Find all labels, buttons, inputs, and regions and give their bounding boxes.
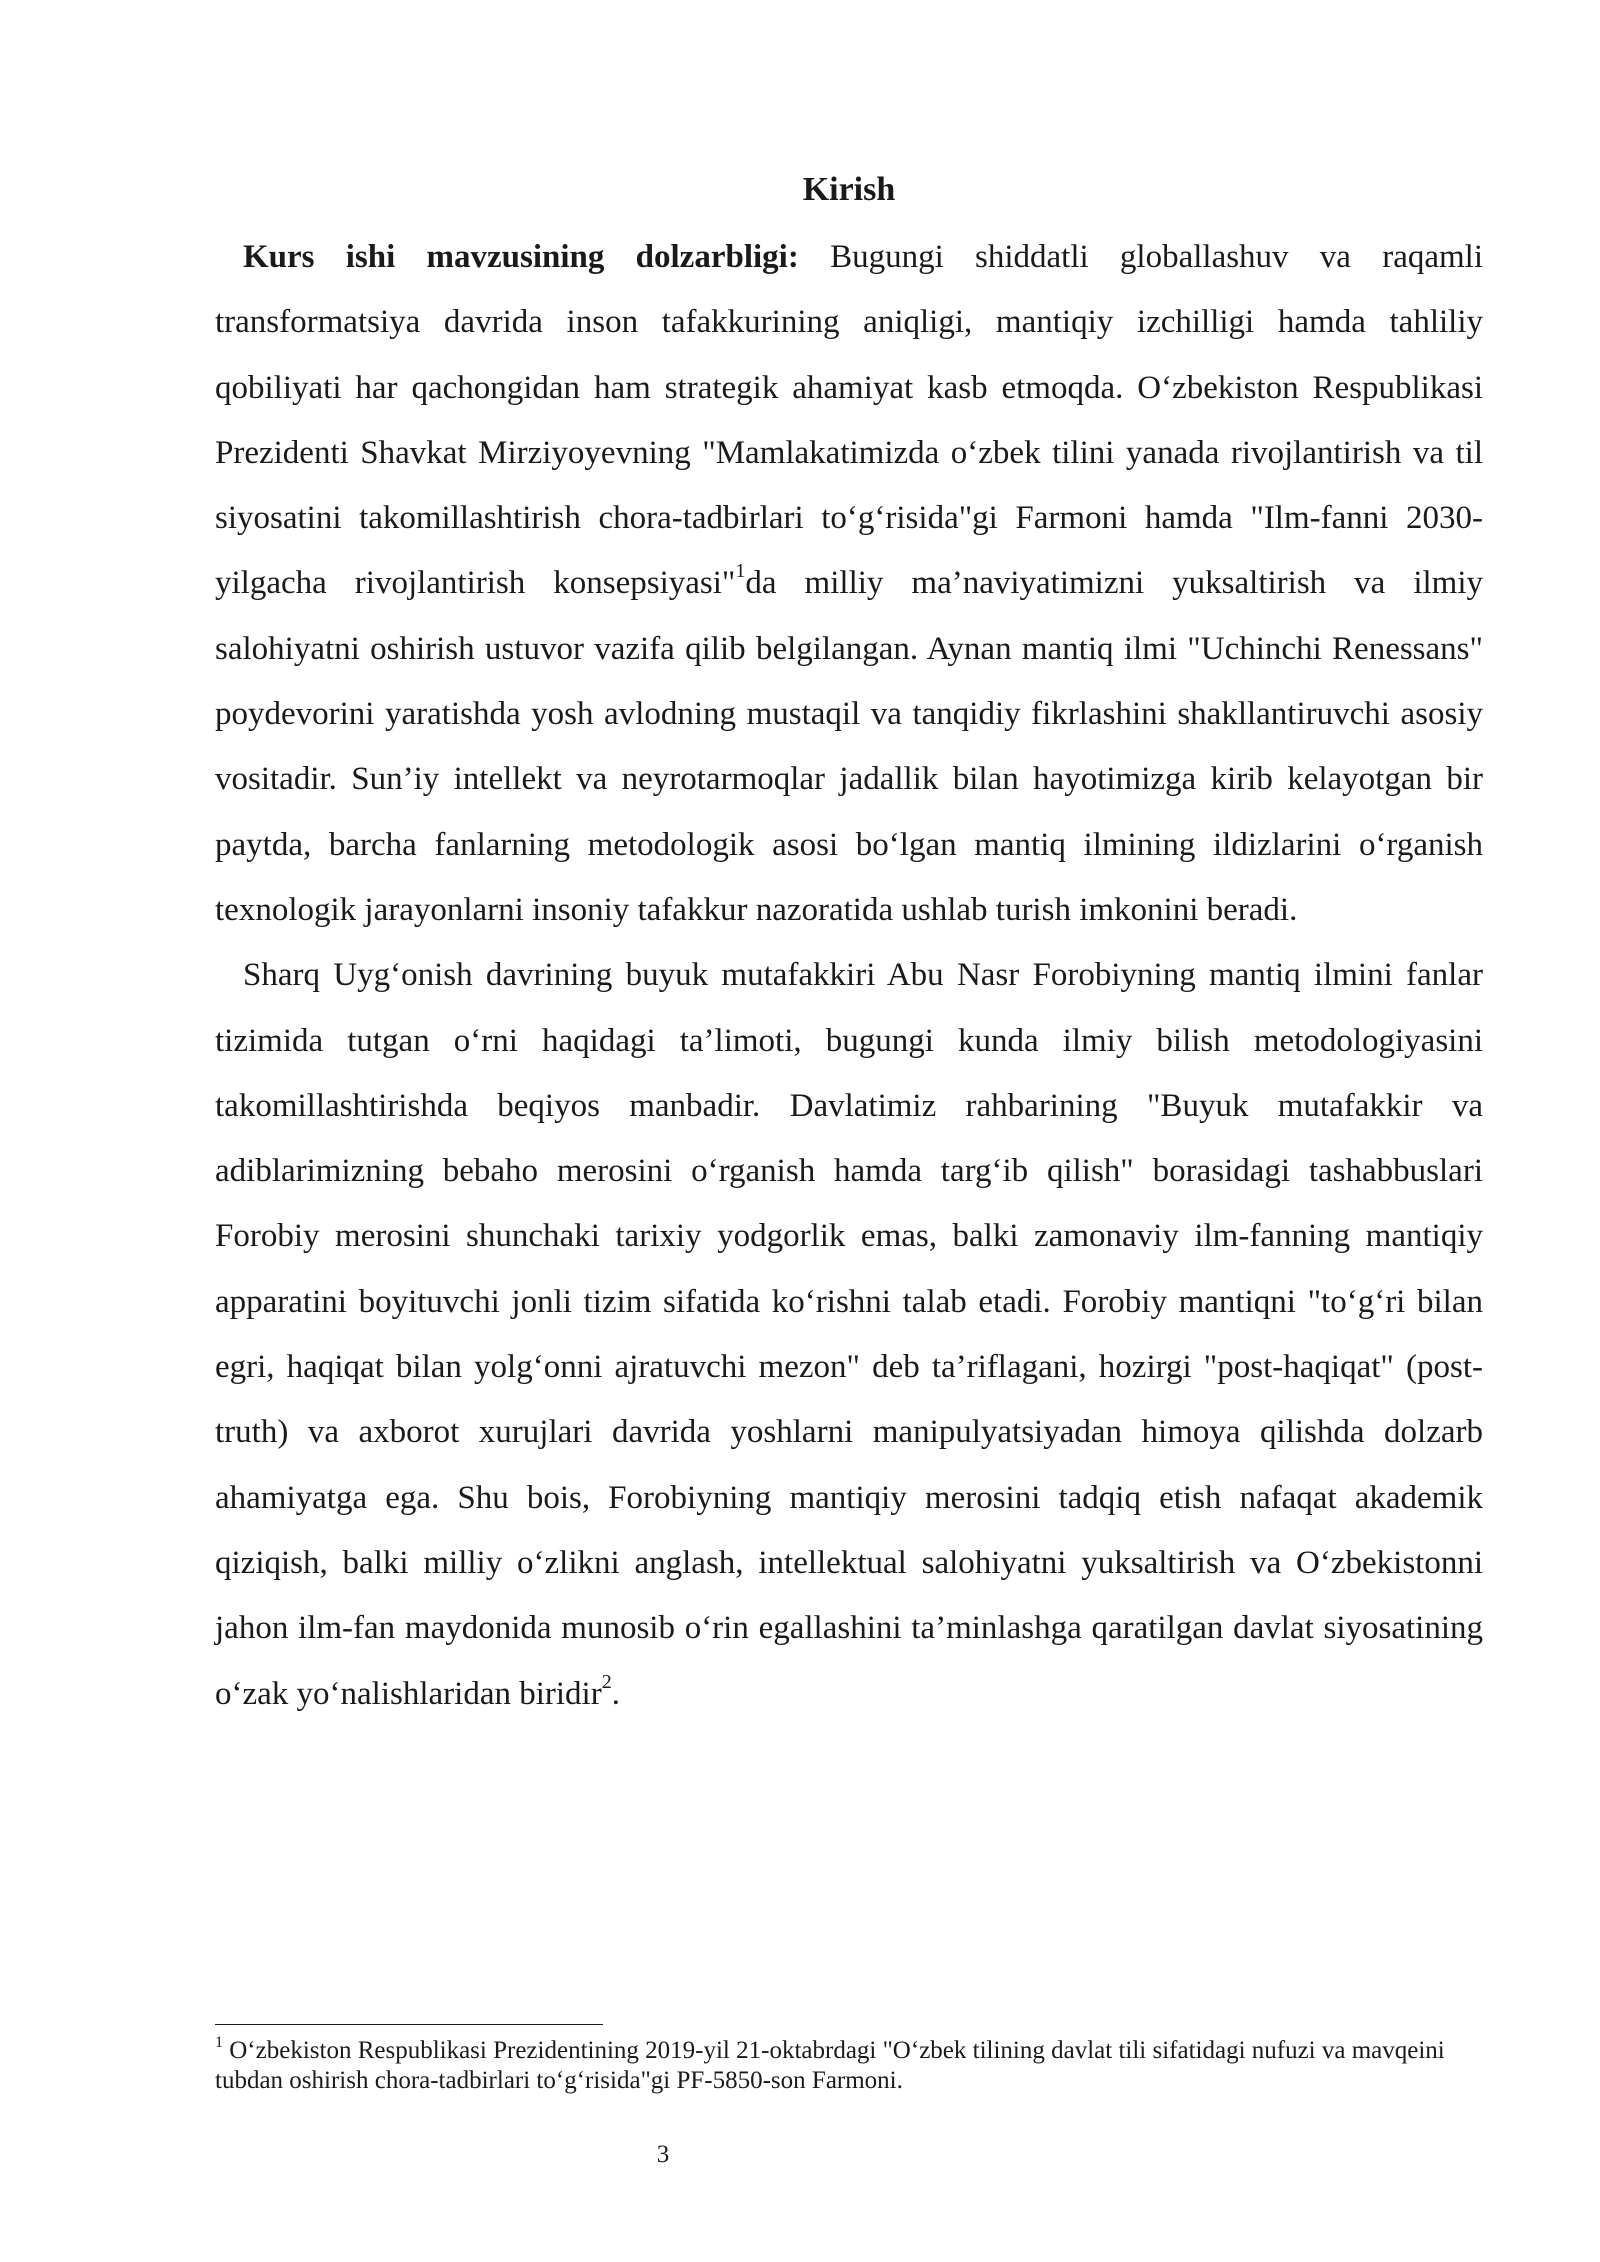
paragraph-text: Sharq Uyg‘onish davrining buyuk mutafakkiri Abu Nasr Forobiyning mantiq ilmini fanlar tizimida tutgan o‘rni haqidagi ta’limoti, bugungi kunda ilmiy bilish metodologiyasini takomillashtirishda beqiyos manbadir. Davlatimiz rahbarining "Buyuk mutafakkir va adiblarimizning bebaho merosini o‘rganish hamda targ‘ib qilish" borasidagi tashabbuslari Forobiy merosini shunchaki tarixiy yodgorlik emas, balki zamonaviy ilm-fanning mantiqiy apparatini boyituvchi jonli tizim sifatida ko‘rishni talab etadi. Forobiy mantiqni "to‘g‘ri bilan egri, haqiqat bilan yolg‘onni ajratuvchi mezon" deb ta’riflagani, hozirgi "post-haqiqat" (post-truth) va axborot xurujlari davrida yoshlarni manipulyatsiyadan himoya qilishda dolzarb ahamiyatga ega. Shu bois, Forobiyning mantiqiy merosini tadqiq etish nafaqat akademik qiziqish, balki milliy o‘zlikni anglash, intellektual salohiyatni yuksaltirish va O‘zbekistonni jahon ilm-fan maydonida munosib o‘rin egallashini ta’minlashga qaratilgan davlat siyosatining o‘zak yo‘nalishlaridan biridir	[215, 957, 1483, 1712]
paragraph-text: Bugungi shiddatli globallashuv va raqamli transformatsiya davrida inson tafakkurining aniqligi, mantiqiy izchilligi hamda tahliliy qobiliyati har qachongidan ham strategik ahamiyat kasb etmoqda. O‘zbekiston Respublikasi Prezidenti Shavkat Mirziyoyevning "Mamlakatimizda o‘zbek tilini yanada rivojlantirish va til siyosatini takomillashtirish chora-tadbirlari to‘g‘risida"gi Farmoni hamda "Ilm-fanni 2030-yilgacha rivojlantirish konsepsiyasi"	[215, 239, 1483, 602]
footnote-text: O‘zbekiston Respublikasi Prezidentining 2019-yil 21-oktabrdagi "O‘zbek tilining davlat tili sifatidagi nufuzi va mavqeini tubdan oshirish chora-tadbirlari to‘g‘risida"gi PF-5850-son Farmoni.	[215, 2037, 1445, 2094]
footnote-reference[interactable]: 1	[735, 560, 746, 583]
footnote	[215, 2033, 1483, 2096]
section-heading: Kirish	[802, 171, 896, 208]
body-text	[215, 225, 1483, 1727]
footnote-separator	[215, 2024, 603, 2025]
paragraph-lead: Kurs ishi mavzusining dolzarbligi:	[243, 239, 799, 275]
paragraph-relevance	[215, 225, 1483, 943]
paragraph-farabi	[215, 943, 1483, 1727]
page-number: 3	[656, 2141, 670, 2168]
paragraph-text: da milliy ma’naviyatimizni yuksaltirish va ilmiy salohiyatni oshirish ustuvor vazifa qilib belgilangan. Aynan mantiq ilmi "Uchinchi Renessans" poydevorini yaratishda yosh avlodning mustaqil va tanqidiy fikrlashini shakllantiruvchi asosiy vositadir. Sun’iy intellekt va neyrotarmoqlar jadallik bilan hayotimizga kirib kelayotgan bir paytda, barcha fanlarning metodologik asosi bo‘lgan mantiq ilmining ildizlarini o‘rganish texnologik jarayonlarni insoniy tafakkur nazoratida ushlab turish imkonini beradi.	[215, 565, 1484, 928]
footnote-marker: 1	[215, 2033, 223, 2051]
footnote-reference[interactable]: 2	[601, 1670, 612, 1693]
paragraph-end: .	[611, 1675, 620, 1712]
